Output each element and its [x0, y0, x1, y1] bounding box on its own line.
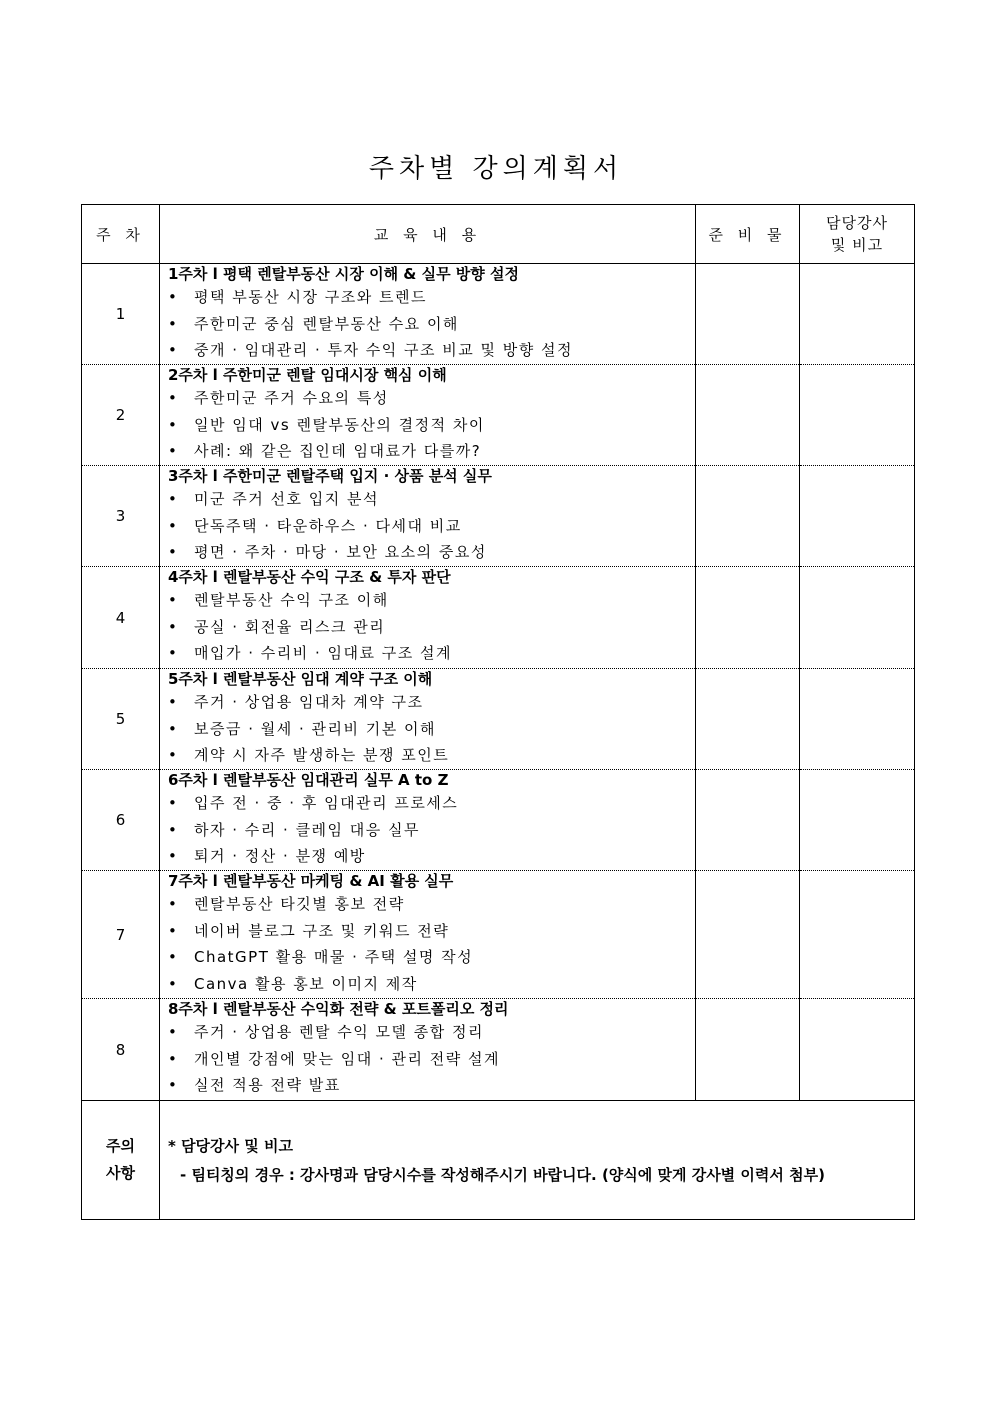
week-number: 6: [82, 770, 160, 871]
week-title: 7주차 l 렌탈부동산 마케팅 & AI 활용 실무: [168, 872, 454, 890]
content-list: [168, 486, 687, 566]
bullet-icon: •: [168, 974, 177, 993]
materials-cell[interactable]: [696, 770, 800, 871]
content-item: [168, 742, 687, 769]
week-number: 1: [82, 264, 160, 365]
content-item: [168, 817, 687, 844]
week-title: 3주차 l 주한미군 렌탈주택 입지 · 상품 분석 실무: [168, 467, 492, 485]
week-number: 8: [82, 999, 160, 1101]
materials-cell[interactable]: [696, 264, 800, 365]
content-item-text: 사례: 왜 같은 집인데 임대료가 다를까?: [194, 442, 482, 460]
bullet-icon: •: [168, 719, 177, 738]
header-week: 주 차: [82, 205, 160, 264]
content-item-text: 렌탈부동산 수익 구조 이해: [194, 591, 389, 609]
bullet-icon: •: [168, 314, 177, 333]
content-item: [168, 1046, 687, 1073]
week-row: [82, 264, 915, 365]
content-item: [168, 689, 687, 716]
content-item-text: 평택 부동산 시장 구조와 트렌드: [194, 288, 427, 306]
week-title: 2주차 l 주한미군 렌탈 임대시장 핵심 이해: [168, 366, 447, 384]
content-item-text: 일반 임대 vs 렌탈부동산의 결정적 차이: [194, 415, 485, 434]
header-instructor-line2: 및 비고: [830, 236, 884, 254]
instructor-cell[interactable]: [800, 264, 915, 365]
content-item-text: 중개 · 임대관리 · 투자 수익 구조 비교 및 방향 설정: [194, 341, 574, 359]
week-row: [82, 999, 915, 1101]
week-row: [82, 770, 915, 871]
instructor-cell[interactable]: [800, 567, 915, 669]
bullet-icon: •: [168, 617, 177, 636]
content-item-text: 개인별 강점에 맞는 임대 · 관리 전략 설계: [194, 1049, 500, 1068]
content-item: [168, 716, 687, 743]
notes-label-line2: 사항: [106, 1164, 135, 1182]
bullet-icon: •: [168, 847, 177, 865]
week-content: [160, 264, 696, 365]
bullet-icon: •: [168, 820, 177, 839]
header-row: [82, 205, 915, 264]
week-content: [160, 999, 696, 1101]
week-number: 5: [82, 669, 160, 770]
bullet-icon: •: [168, 1076, 177, 1094]
content-item: [168, 412, 687, 439]
content-item-text: 계약 시 자주 발생하는 분쟁 포인트: [194, 746, 450, 764]
materials-cell[interactable]: [696, 999, 800, 1101]
bullet-icon: •: [168, 895, 177, 913]
lecture-plan-table: [81, 204, 915, 1220]
materials-cell[interactable]: [696, 567, 800, 669]
materials-cell[interactable]: [696, 365, 800, 466]
content-item-text: 퇴거 · 정산 · 분쟁 예방: [194, 847, 366, 865]
content-item-text: 렌탈부동산 타깃별 홍보 전략: [194, 895, 405, 913]
header-content: 교 육 내 용: [160, 205, 696, 264]
content-item-text: 주한미군 주거 수요의 특성: [194, 389, 389, 407]
content-item-text: 입주 전 · 중 · 후 임대관리 프로세스: [194, 794, 459, 812]
instructor-cell[interactable]: [800, 871, 915, 999]
materials-cell[interactable]: [696, 871, 800, 999]
content-item: [168, 790, 687, 817]
content-list: [168, 284, 687, 364]
instructor-cell[interactable]: [800, 669, 915, 770]
bullet-icon: •: [168, 746, 177, 764]
bullet-icon: •: [168, 415, 177, 434]
bullet-icon: •: [168, 442, 177, 460]
week-title: 4주차 l 렌탈부동산 수익 구조 & 투자 판단: [168, 568, 451, 586]
content-item-text: Canva 활용 홍보 이미지 제작: [194, 974, 418, 993]
content-item: [168, 385, 687, 412]
week-number: 7: [82, 871, 160, 999]
week-row: [82, 871, 915, 999]
header-instructor-line1: 담당강사: [826, 214, 888, 232]
content-list: [168, 891, 687, 997]
content-item: [168, 587, 687, 614]
bullet-icon: •: [168, 591, 177, 609]
instructor-cell[interactable]: [800, 999, 915, 1101]
instructor-cell[interactable]: [800, 770, 915, 871]
week-row: [82, 466, 915, 567]
week-content: [160, 365, 696, 466]
week-content: [160, 871, 696, 999]
week-number: 3: [82, 466, 160, 567]
content-item: [168, 944, 687, 971]
content-item: [168, 918, 687, 945]
materials-cell[interactable]: [696, 466, 800, 567]
week-title: 5주차 l 렌탈부동산 임대 계약 구조 이해: [168, 670, 433, 688]
content-item: [168, 1019, 687, 1046]
week-content: [160, 567, 696, 669]
content-item-text: 공실 · 회전율 리스크 관리: [194, 617, 386, 636]
header-materials: 준 비 물: [696, 205, 800, 264]
week-number: 2: [82, 365, 160, 466]
bullet-icon: •: [168, 644, 177, 662]
content-item: [168, 843, 687, 870]
content-item-text: 주거 · 상업용 임대차 계약 구조: [194, 693, 424, 711]
content-list: [168, 587, 687, 667]
instructor-cell[interactable]: [800, 365, 915, 466]
notes-row: [82, 1101, 915, 1220]
content-item-text: 단독주택 · 타운하우스 · 다세대 비교: [194, 516, 462, 535]
bullet-icon: •: [168, 693, 177, 711]
week-title: 1주차 l 평택 렌탈부동산 시장 이해 & 실무 방향 설정: [168, 265, 519, 283]
header-instructor: [800, 205, 915, 264]
content-item-text: ChatGPT 활용 매물 · 주택 설명 작성: [194, 948, 474, 966]
content-item-text: 주한미군 중심 렌탈부동산 수요 이해: [194, 314, 459, 333]
bullet-icon: •: [168, 490, 177, 508]
content-item-text: 주거 · 상업용 렌탈 수익 모델 종합 정리: [194, 1023, 484, 1041]
bullet-icon: •: [168, 341, 177, 359]
week-content: [160, 770, 696, 871]
content-item: [168, 311, 687, 338]
content-item-text: 하자 · 수리 · 클레임 대응 실무: [194, 820, 421, 839]
content-item: [168, 891, 687, 918]
bullet-icon: •: [168, 1023, 177, 1041]
notes-label-line1: 주의: [106, 1137, 135, 1155]
content-item-text: 매입가 · 수리비 · 임대료 구조 설계: [194, 644, 453, 662]
week-row: [82, 567, 915, 669]
notes-line1: * 담당강사 및 비고: [168, 1137, 293, 1155]
materials-cell[interactable]: [696, 669, 800, 770]
bullet-icon: •: [168, 921, 177, 940]
page-title: 주차별 강의계획서: [368, 154, 624, 184]
content-item: [168, 1072, 687, 1099]
content-list: [168, 790, 687, 870]
notes-label: [82, 1101, 160, 1220]
week-row: [82, 365, 915, 466]
content-list: [168, 385, 687, 465]
content-item-text: 실전 적용 전략 발표: [194, 1076, 341, 1094]
bullet-icon: •: [168, 288, 177, 306]
content-item: [168, 284, 687, 311]
content-item: [168, 971, 687, 998]
content-item: [168, 640, 687, 667]
week-title: 8주차 l 렌탈부동산 수익화 전략 & 포트폴리오 정리: [168, 1000, 509, 1018]
content-list: [168, 1019, 687, 1099]
content-item: [168, 539, 687, 566]
instructor-cell[interactable]: [800, 466, 915, 567]
content-item-text: 네이버 블로그 구조 및 키워드 전략: [194, 921, 450, 940]
content-item-text: 보증금 · 월세 · 관리비 기본 이해: [194, 719, 437, 738]
content-item-text: 미군 주거 선호 입지 분석: [194, 490, 379, 508]
week-title: 6주차 l 렌탈부동산 임대관리 실무 A to Z: [168, 771, 449, 789]
bullet-icon: •: [168, 1049, 177, 1068]
notes-line2: - 팀티칭의 경우 : 강사명과 담당시수를 작성해주시기 바랍니다. (양식에 맞게 강사별 이력서 첨부): [180, 1166, 825, 1184]
week-content: [160, 669, 696, 770]
week-number: 4: [82, 567, 160, 669]
bullet-icon: •: [168, 948, 177, 966]
week-content: [160, 466, 696, 567]
content-item: [168, 614, 687, 641]
content-list: [168, 689, 687, 769]
notes-content: [160, 1101, 915, 1220]
bullet-icon: •: [168, 794, 177, 812]
bullet-icon: •: [168, 516, 177, 535]
content-item: [168, 513, 687, 540]
bullet-icon: •: [168, 543, 177, 561]
content-item-text: 평면 · 주차 · 마당 · 보안 요소의 중요성: [194, 543, 487, 561]
content-item: [168, 337, 687, 364]
content-item: [168, 486, 687, 513]
week-row: [82, 669, 915, 770]
bullet-icon: •: [168, 389, 177, 407]
content-item: [168, 438, 687, 465]
